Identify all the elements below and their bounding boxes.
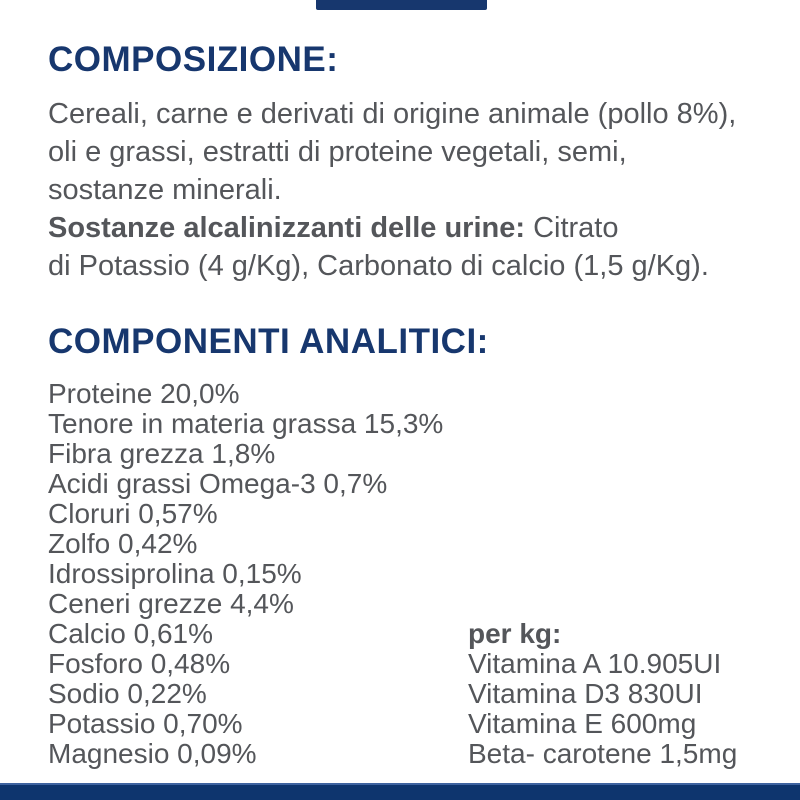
per-kg-item: Beta- carotene 1,5mg — [468, 738, 738, 769]
analytical-item: Calcio 0,61% — [48, 618, 213, 649]
analytical-item: Cloruri 0,57% — [48, 498, 218, 529]
alkalizing-substances-line — [48, 209, 736, 247]
analytical-components-list — [48, 379, 443, 769]
analytical-item: Idrossiprolina 0,15% — [48, 558, 302, 589]
analytical-item: Ceneri grezze 4,4% — [48, 588, 294, 619]
per-kg-item: Vitamina A 10.905UI — [468, 648, 722, 679]
alkalizing-substances-value-start: Citrato — [525, 212, 619, 244]
analytical-item: Sodio 0,22% — [48, 678, 207, 709]
analytical-item: Fosforo 0,48% — [48, 648, 231, 679]
analytical-item: Tenore in materia grassa 15,3% — [48, 408, 444, 439]
analytical-item: Potassio 0,70% — [48, 708, 243, 739]
alkalizing-substances-line: di Potassio (4 g/Kg), Carbonato di calcio (1,5 g/Kg). — [48, 250, 709, 282]
composition-line: sostanze minerali. — [48, 174, 282, 206]
analytical-item: Acidi grassi Omega-3 0,7% — [48, 468, 388, 499]
analytical-item: Magnesio 0,09% — [48, 738, 257, 769]
analytical-components-heading: COMPONENTI ANALITICI: — [48, 322, 489, 361]
bottom-section-bar — [0, 783, 800, 800]
composition-heading: COMPOSIZIONE: — [48, 40, 339, 79]
top-divider-bar — [316, 0, 487, 10]
composition-paragraph — [48, 95, 736, 285]
alkalizing-substances-label: Sostanze alcalinizzanti delle urine: — [48, 212, 526, 244]
per-kg-item: Vitamina D3 830UI — [468, 678, 703, 709]
per-kg-section — [468, 619, 737, 769]
analytical-item: Fibra grezza 1,8% — [48, 438, 276, 469]
per-kg-heading: per kg: — [468, 618, 562, 649]
composition-line: oli e grassi, estratti di proteine vegetali, semi, — [48, 136, 627, 168]
per-kg-item: Vitamina E 600mg — [468, 708, 697, 739]
analytical-item: Proteine 20,0% — [48, 378, 240, 409]
analytical-item: Zolfo 0,42% — [48, 528, 198, 559]
composition-line: Cereali, carne e derivati di origine animale (pollo 8%), — [48, 98, 737, 130]
